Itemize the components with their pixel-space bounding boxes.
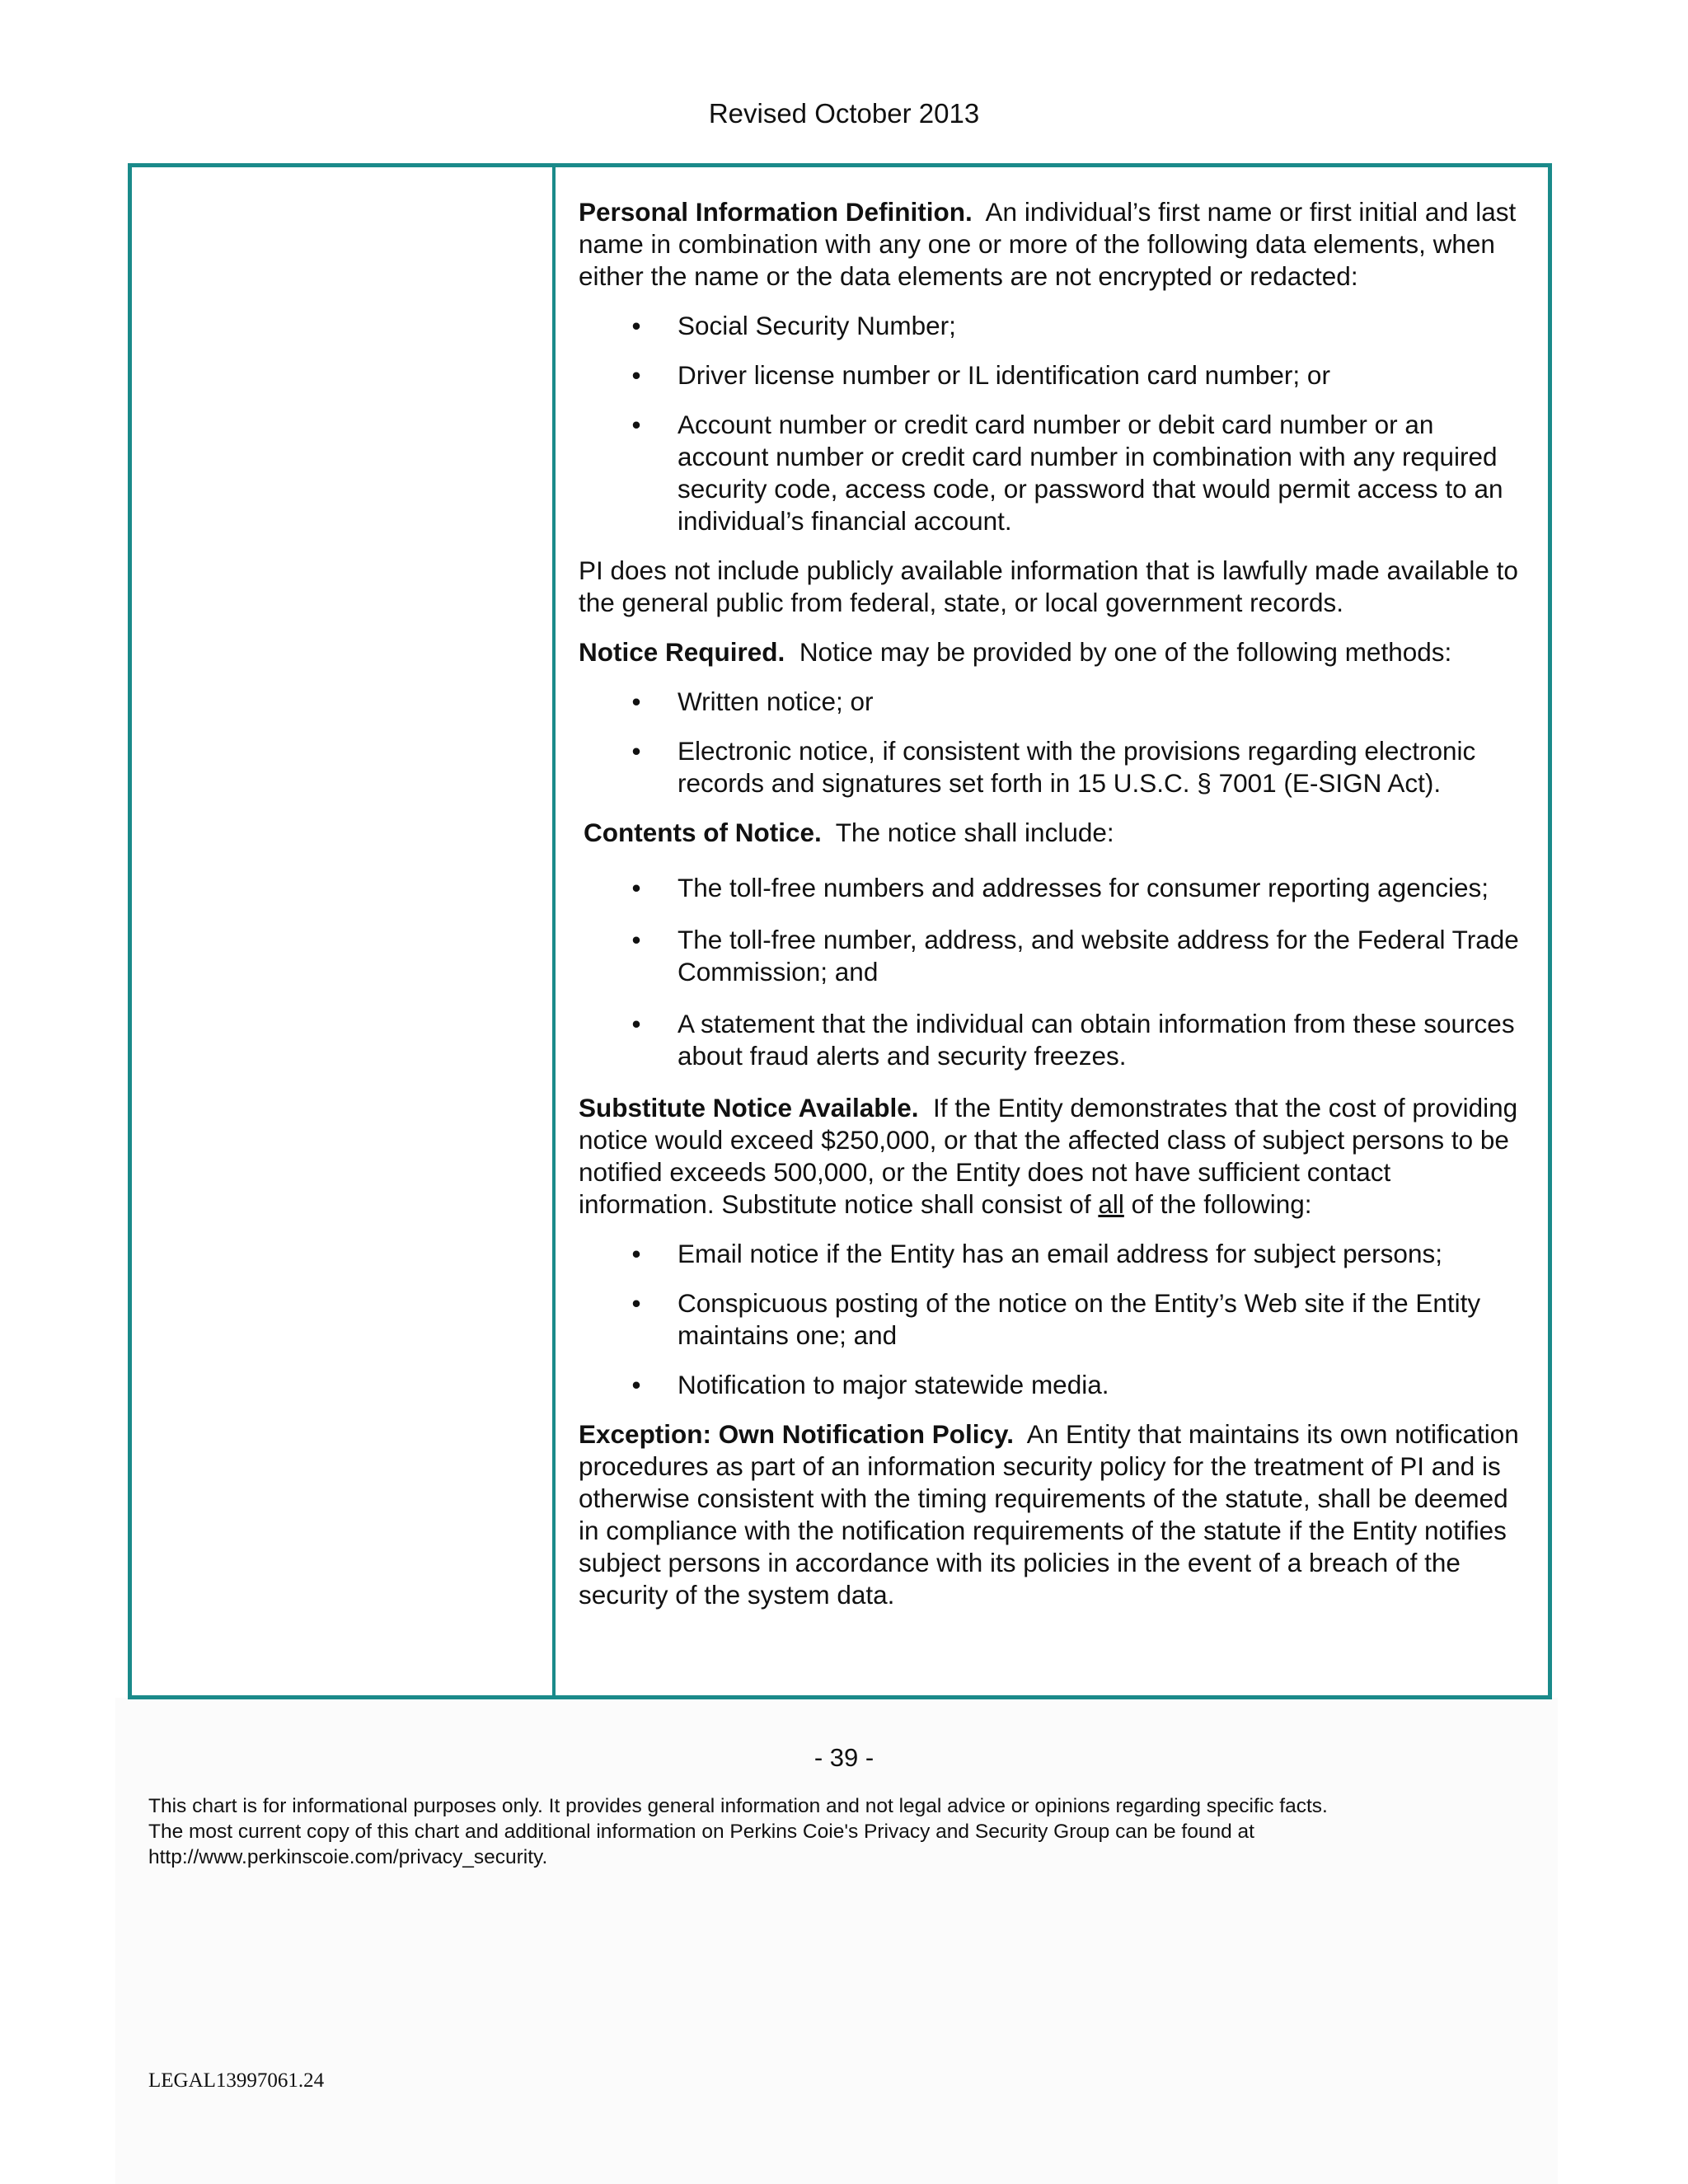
bullet-icon: •: [631, 1370, 641, 1399]
list-item: [579, 1008, 1526, 1072]
bullet-icon: •: [631, 311, 641, 340]
pi-definition-paragraph: [579, 196, 1526, 293]
notice-required-paragraph: [579, 636, 1526, 668]
list-item-text: Email notice if the Entity has an email address for subject persons;: [678, 1239, 1442, 1268]
revision-header: Revised October 2013: [708, 98, 980, 129]
bullet-icon: •: [631, 1288, 641, 1318]
list-item: [579, 409, 1526, 537]
bullet-icon: •: [631, 410, 641, 439]
list-item: [579, 735, 1526, 799]
list-item-text: Social Security Number;: [678, 311, 956, 340]
substitute-notice-heading: Substitute Notice Available.: [579, 1093, 919, 1122]
disclaimer-line: This chart is for informational purposes only. It provides general information and not legal advice or opinions regarding specific facts.: [148, 1795, 1328, 1817]
page-number: - 39 -: [814, 1743, 874, 1772]
substitute-notice-list: [579, 1238, 1526, 1401]
list-item-text: Written notice; or: [678, 687, 874, 716]
contents-of-notice-paragraph: [579, 817, 1526, 849]
list-item-text: Notification to major statewide media.: [678, 1370, 1109, 1399]
content-table: [128, 163, 1552, 1699]
document-id: LEGAL13997061.24: [148, 2069, 325, 2092]
bullet-icon: •: [631, 1239, 641, 1268]
list-item-text: The toll-free number, address, and website address for the Federal Trade Commission; and: [678, 925, 1519, 987]
left-cell-empty: [132, 167, 552, 1695]
list-item: [579, 310, 1526, 342]
list-item-text: Driver license number or IL identification card number; or: [678, 360, 1330, 390]
list-item-text: Electronic notice, if consistent with the provisions regarding electronic records and signatures set forth in 15 U.S.C. § 7001 (E-SIGN Act).: [678, 736, 1476, 798]
notice-contents-list: [579, 872, 1526, 1072]
disclaimer-line: The most current copy of this chart and additional information on Perkins Coie's Privacy and Security Group can be found at: [148, 1821, 1254, 1843]
pi-definition-heading: Personal Information Definition.: [579, 197, 973, 227]
exception-paragraph: [579, 1418, 1526, 1611]
substitute-notice-emphasis: all: [1098, 1189, 1124, 1219]
bullet-icon: •: [631, 736, 641, 766]
substitute-notice-text-end: of the following:: [1131, 1189, 1312, 1219]
table-column-divider: [552, 167, 556, 1695]
notice-methods-list: [579, 686, 1526, 799]
bullet-icon: •: [631, 873, 641, 902]
list-item-text: A statement that the individual can obtain information from these sources about fraud alerts and security freezes.: [678, 1009, 1515, 1071]
list-item: [579, 872, 1526, 904]
list-item-text: Conspicuous posting of the notice on the Entity’s Web site if the Entity maintains one; and: [678, 1288, 1481, 1350]
exception-heading: Exception: Own Notification Policy.: [579, 1419, 1014, 1449]
notice-required-text: Notice may be provided by one of the following methods:: [799, 637, 1452, 667]
notice-required-heading: Notice Required.: [579, 637, 785, 667]
bullet-icon: •: [631, 925, 641, 954]
bullet-icon: •: [631, 360, 641, 390]
bullet-icon: •: [631, 687, 641, 716]
list-item-text: Account number or credit card number or debit card number or an account number or credit card number in combination with any required security code, access code, or password that would permit access to an individual’s financial account.: [678, 410, 1503, 536]
list-item: [579, 359, 1526, 391]
list-item: [579, 1287, 1526, 1352]
exception-text: An Entity that maintains its own notification procedures as part of an information security policy for the treatment of PI and is otherwise consistent with the timing requirements of the statute, shall be deemed in compliance with the notification requirements of the statute if the Entity notifies subject persons in accordance with its policies in the event of a breach of the security of the system data.: [579, 1419, 1519, 1610]
list-item: [579, 1369, 1526, 1401]
list-item: [579, 924, 1526, 988]
list-item-text: The toll-free numbers and addresses for consumer reporting agencies;: [678, 873, 1489, 902]
contents-of-notice-text: The notice shall include:: [835, 818, 1114, 847]
right-cell-content: [579, 196, 1526, 1629]
pi-elements-list: [579, 310, 1526, 537]
contents-of-notice-heading: Contents of Notice.: [584, 818, 822, 847]
pi-definition-text: An individual’s first name or first initial and last name in combination with any one or more of the following data elements, when either the name or the data elements are not encrypted or redacted:: [579, 197, 1517, 291]
bullet-icon: •: [631, 1009, 641, 1038]
disclaimer-footer: [148, 1793, 1550, 1870]
substitute-notice-paragraph: [579, 1092, 1526, 1221]
substitute-notice-text: If the Entity demonstrates that the cost of providing notice would exceed $250,000, or that the affected class of subject persons to be notified exceeds 500,000, or the Entity does not have sufficient contact information. Substitute notice shall consist of: [579, 1093, 1518, 1219]
disclaimer-url: http://www.perkinscoie.com/privacy_security.: [148, 1846, 548, 1868]
pi-exclusion-paragraph: PI does not include publicly available information that is lawfully made available to the general public from federal, state, or local government records.: [579, 555, 1518, 617]
list-item: [579, 686, 1526, 718]
list-item: [579, 1238, 1526, 1270]
